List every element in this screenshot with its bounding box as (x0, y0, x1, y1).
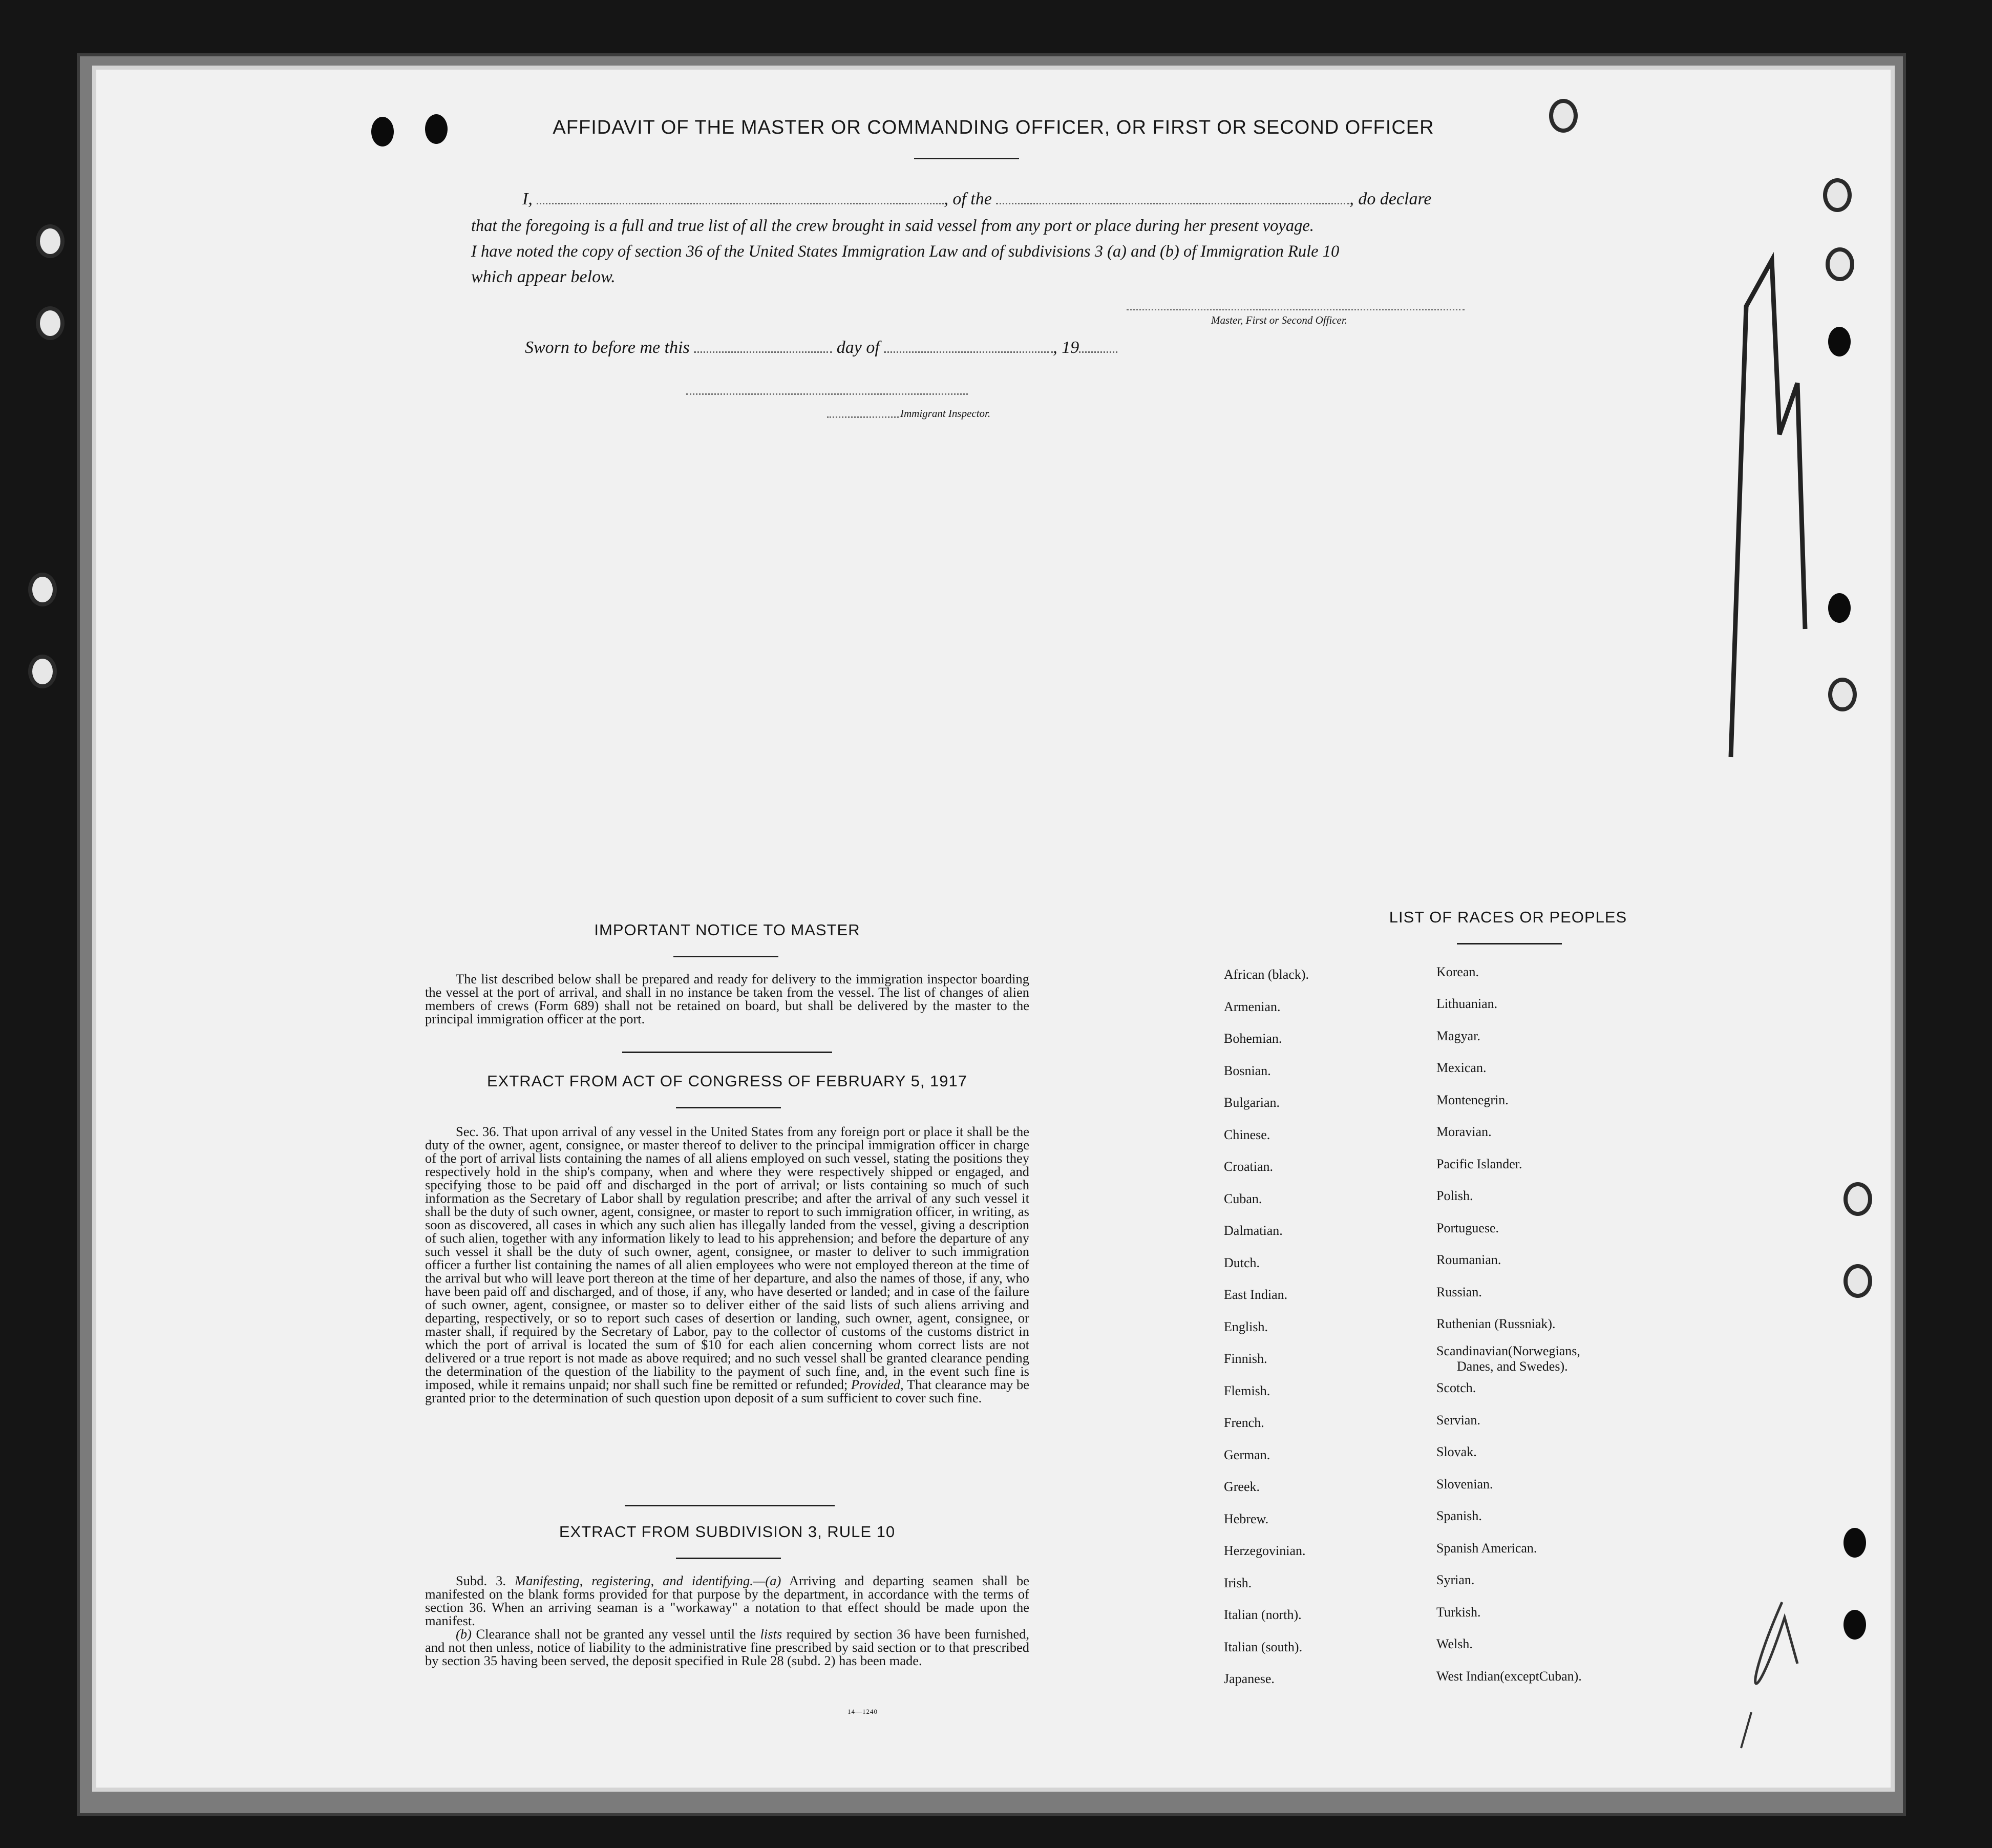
vessel-blank[interactable] (996, 190, 1349, 204)
notice-text: The list described below shall be prepared and ready for delivery to the immigration inspector boarding the vessel at the port of arrival, and shall in no instance be taken from the vessel. The list of changes of alien members of crews (Form 689) shall not be retained on board, but shall be delivered by the master to the principal immigration officer at the port. (425, 971, 1029, 1026)
race-item: Moravian. (1436, 1124, 1492, 1139)
master-signature-caption: Master, First or Second Officer. (1211, 314, 1347, 326)
race-item: Slovak. (1436, 1444, 1477, 1459)
race-item: English. (1224, 1319, 1268, 1334)
race-item: Montenegrin. (1436, 1093, 1509, 1107)
race-item: Armenian. (1224, 999, 1281, 1014)
race-item: Pacific Islander. (1436, 1157, 1522, 1171)
extract-rule-text: Subd. 3. Manifesting, registering, and identifying.—(a) Arriving and departing seamen shall be manifested on the blank forms provided for that purpose by the department, in accordance with the terms of section 36. When an arriving seaman is a "workaway" a notation to that effect should be made upon the manifest. (b) Clearance shall not be granted any vessel until the lists required by section 36 have been furnished, and not then unless, notice of liability to the administrative fine prescribed by said section or to that prescribed by section 35 having been served, the deposit specified in Rule 28 (subd. 2) has been made. (425, 1573, 1030, 1668)
race-item: Servian. (1436, 1413, 1480, 1427)
binder-hole (1843, 1182, 1872, 1216)
master-signature-line[interactable] (1127, 309, 1465, 310)
inspector-caption: Immigrant Inspector. (900, 407, 991, 419)
sworn-month-blank[interactable] (884, 338, 1053, 353)
affidavit-line-2: that the foregoing is a full and true list of all the crew brought in said vessel from any port or place during her present voyage. (471, 217, 1314, 235)
races-title-rule (1457, 943, 1562, 944)
notice-title: IMPORTANT NOTICE TO MASTER (594, 921, 860, 939)
race-item: West Indian(exceptCuban). (1436, 1669, 1582, 1684)
extract-act-text: Sec. 36. That upon arrival of any vessel in the United States from any foreign port or place it shall be the duty of the owner, agent, consignee, or master thereof to deliver to the principal immigration officer in charge of the port of arrival lists containing the names of all aliens employed on such vessel, stating the positions they respectively hold in the ship's company, when and where they were respectively shipped or engaged, and specifying those to be paid off and discharged in the port of arrival; or lists containing so much of such information as the Secretary of Labor shall by regulation prescribe; and after the arrival of any such vessel it shall be the duty of such owner, agent, consignee, or master to report to such immigration officer, in writing, as soon as discovered, all cases in which any such alien has illegally landed from the vessel, giving a description of such alien, together with any information likely to lead to his apprehension; and before the departure of any such vessel it shall be the duty of such owner, agent, consignee, or master to deliver to such immigration officer a further list containing the names of all alien employees who were not employed thereon at the time of the arrival but who will leave port thereon at the time of her departure, and also the names of those, if any, who have been paid off and discharged, and of those, if any, who have deserted or landed; and in case of the failure of such owner, agent, consignee, or master so to deliver either of the said lists of such aliens arriving and departing, respectively, or so to report such cases of desertion or landing, such owner, agent, consignee, or master shall, if required by the Secretary of Labor, pay to the collector of customs of the customs district in which the port of arrival is located the sum of $10 for each alien concerning whom correct lists are not delivered or a true report is not made as above required; and no such vessel shall be granted clearance pending the determination of the question of the liability to the payment of such fine, and, in the event such fine is imposed, while it remains unpaid; nor shall such fine be remitted or refunded; Provided, That clearance may be granted prior to the determination of such question upon deposit of a sum sufficient to cover such fine. (425, 1124, 1029, 1405)
binder-hole (1828, 327, 1851, 356)
binder-hole (1843, 1528, 1866, 1558)
binder-hole (36, 224, 65, 258)
sworn-line: Sworn to before me this day of , 19 (525, 334, 1117, 361)
race-item: Flemish. (1224, 1383, 1270, 1398)
race-item: Italian (north). (1224, 1607, 1302, 1622)
race-item: Cuban. (1224, 1191, 1262, 1206)
race-item: Welsh. (1436, 1636, 1473, 1651)
inspector-caption-leader (827, 416, 899, 418)
extract-act-end-rule (625, 1505, 835, 1506)
manifest-page (92, 66, 1895, 1792)
extract-act-rule (676, 1107, 781, 1108)
sworn-year-blank[interactable] (1079, 338, 1117, 353)
inspector-signature-line[interactable] (686, 393, 968, 395)
race-item: Bosnian. (1224, 1063, 1271, 1078)
race-item: Polish. (1436, 1188, 1473, 1203)
extract-act-title: EXTRACT FROM ACT OF CONGRESS OF FEBRUARY 5, 1917 (486, 1072, 968, 1090)
binder-hole (1828, 678, 1857, 711)
race-item: Ruthenian (Russniak). (1436, 1316, 1556, 1331)
binder-hole (1843, 1264, 1872, 1298)
race-item: Finnish. (1224, 1351, 1267, 1366)
races-title: LIST OF RACES OR PEOPLES (1389, 908, 1627, 926)
race-item: Croatian. (1224, 1159, 1274, 1174)
race-item: East Indian. (1224, 1287, 1288, 1302)
race-item: Herzegovinian. (1224, 1543, 1306, 1558)
race-item: Greek. (1224, 1479, 1260, 1494)
race-item: Mexican. (1436, 1060, 1487, 1075)
affidavit-line-4: which appear below. (471, 267, 616, 286)
race-item: Bohemian. (1224, 1031, 1282, 1046)
binder-hole (1826, 247, 1854, 281)
race-item: Danes, and Swedes). (1457, 1359, 1568, 1374)
race-item: Magyar. (1436, 1028, 1480, 1043)
binder-hole (28, 655, 57, 688)
race-item: Scandinavian(Norwegians, (1436, 1343, 1580, 1358)
race-item: French. (1224, 1415, 1264, 1430)
race-item: Japanese. (1224, 1671, 1275, 1686)
title-rule (914, 158, 1019, 159)
race-item: Syrian. (1436, 1572, 1475, 1587)
race-item: Korean. (1436, 964, 1479, 979)
binder-hole (36, 306, 65, 340)
race-item: Dutch. (1224, 1255, 1260, 1270)
race-item: Slovenian. (1436, 1477, 1493, 1492)
race-item: Lithuanian. (1436, 996, 1498, 1011)
binder-hole (1843, 1610, 1866, 1640)
affidavit-line-1: I, , of the , do declare (522, 190, 1432, 208)
race-item: Spanish American. (1436, 1541, 1537, 1556)
race-item: Roumanian. (1436, 1252, 1501, 1267)
form-number: 14—1240 (847, 1708, 878, 1715)
name-blank[interactable] (537, 190, 944, 204)
race-item: Chinese. (1224, 1127, 1270, 1142)
extract-rule-rule (676, 1558, 781, 1559)
affidavit-title: AFFIDAVIT OF THE MASTER OR COMMANDING OFFICER, OR FIRST OR SECOND OFFICER (553, 117, 1434, 138)
race-item: Dalmatian. (1224, 1223, 1283, 1238)
race-item: Irish. (1224, 1575, 1252, 1590)
binder-hole (1828, 593, 1851, 623)
race-item: Portuguese. (1436, 1221, 1499, 1235)
race-item: Scotch. (1436, 1380, 1476, 1395)
sworn-day-blank[interactable] (694, 338, 832, 353)
binder-hole (28, 573, 57, 606)
race-item: Spanish. (1436, 1508, 1482, 1523)
notice-end-rule (622, 1052, 832, 1053)
race-item: Hebrew. (1224, 1511, 1269, 1526)
race-item: German. (1224, 1447, 1270, 1462)
extract-rule-title: EXTRACT FROM SUBDIVISION 3, RULE 10 (559, 1523, 896, 1541)
race-item: African (black). (1224, 967, 1309, 982)
race-item: Italian (south). (1224, 1639, 1303, 1654)
affidavit-line-3: I have noted the copy of section 36 of the United States Immigration Law and of subdivisions 3 (a) and (b) of Immigration Rule 10 (471, 242, 1340, 261)
notice-title-rule (673, 956, 778, 957)
race-item: Bulgarian. (1224, 1095, 1280, 1110)
race-item: Russian. (1436, 1285, 1482, 1299)
race-item: Turkish. (1436, 1605, 1481, 1620)
binder-hole (1823, 178, 1852, 212)
